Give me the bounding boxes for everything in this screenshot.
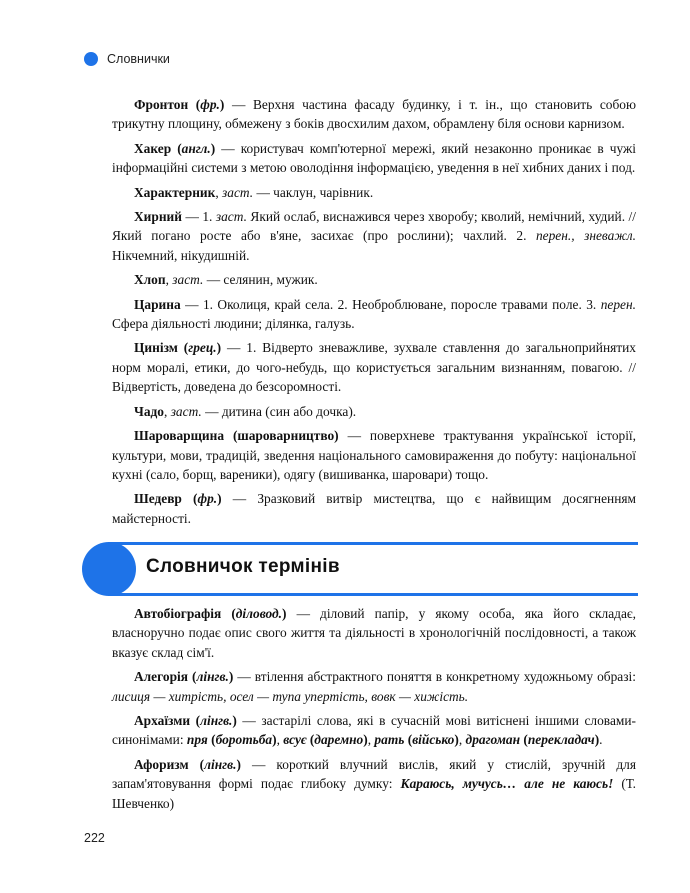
dictionary-entry: Цинізм (грец.) — 1. Відверто зневажливе, зухвале ставлення до загальноприйнятих норм моралі, етики, до чого-небудь, що користується загальним визнанням, повагою. // Відвертість, доведена до безсоромності. bbox=[112, 340, 636, 395]
running-header bbox=[84, 51, 170, 67]
section-header bbox=[82, 542, 638, 596]
dictionary-entry: Шедевр (фр.) — Зразковий витвір мистецтва, що є найвищим досягненням майстерності. bbox=[112, 491, 636, 526]
terms-entries bbox=[112, 604, 636, 818]
dictionary-entries bbox=[112, 95, 636, 533]
term-entry: Архаїзми (лінгв.) — застарілі слова, які в сучасній мові витіснені іншими словами-синонімами: пря (боротьба), всує (даремно), рать (військо), драгоман (перекладач). bbox=[112, 713, 636, 748]
term-entry: Автобіографія (діловод.) — діловий папір, у якому особа, яка його складає, власноручно подає опис свого життя та діяльності в хронологічній послідовності, а також вказує склад сім'ї. bbox=[112, 606, 636, 660]
dictionary-entry: Шароварщина (шароварництво) — поверхневе трактування української історії, культури, мови, традицій, зведення національного самовираження до побуту: національної кухні (сало, борщ, вареники), одягу (вишиванка, шаровари) тощо. bbox=[112, 428, 636, 482]
dictionary-entry: Чадо, заст. — дитина (син або дочка). bbox=[134, 403, 357, 419]
dictionary-entry: Характерник, заст. — чаклун, чарівник. bbox=[134, 184, 374, 200]
term-entry: Афоризм (лінгв.) — короткий влучний вислів, який у стислій, зручній для запам'ятовування формі подає глибоку думку: Караюсь, мучусь… але не каюсь! (Т. Шевченко) bbox=[112, 756, 636, 811]
dictionary-entry: Хирний — 1. заст. Який ослаб, виснажився через хворобу; кволий, немічний, худий. // Який погано росте або в'яне, засихає (про рослини); чахлий. 2. перен., зневажл. Нікчемний, нікудишній. bbox=[112, 209, 636, 263]
bullet-dot-icon bbox=[84, 52, 98, 66]
running-header-title: Словнички bbox=[107, 52, 170, 66]
section-rule-bottom bbox=[108, 593, 638, 596]
page-number: 222 bbox=[84, 831, 105, 845]
term-entry: Алегорія (лінгв.) — втілення абстрактного поняття в конкретному художньому образі: лисиця — хитрість, осел — тупа упертість, вовк — хижість. bbox=[112, 669, 636, 704]
section-title: Словничок термінів bbox=[146, 556, 340, 577]
section-circle-icon bbox=[82, 542, 136, 596]
dictionary-entry: Фронтон (фр.) — Верхня частина фасаду будинку, і т. ін., що становить собою трикутну площину, обмежену з боків двосхилим дахом, обрамлену біля основи карнизом. bbox=[112, 97, 636, 132]
dictionary-entry: Хакер (англ.) — користувач комп'ютерної мережі, який незаконно проникає в чужі інформаційні системи з метою оволодіння інформацією, уведення в неї хибних даних і под. bbox=[112, 140, 637, 176]
dictionary-entry: Хлоп, заст. — селянин, мужик. bbox=[134, 272, 318, 288]
dictionary-entry: Царина — 1. Околиця, край села. 2. Необроблюване, поросле травами поле. 3. перен. Сфера діяльності людини; ділянка, галузь. bbox=[112, 296, 636, 332]
section-rule-top bbox=[108, 542, 638, 545]
